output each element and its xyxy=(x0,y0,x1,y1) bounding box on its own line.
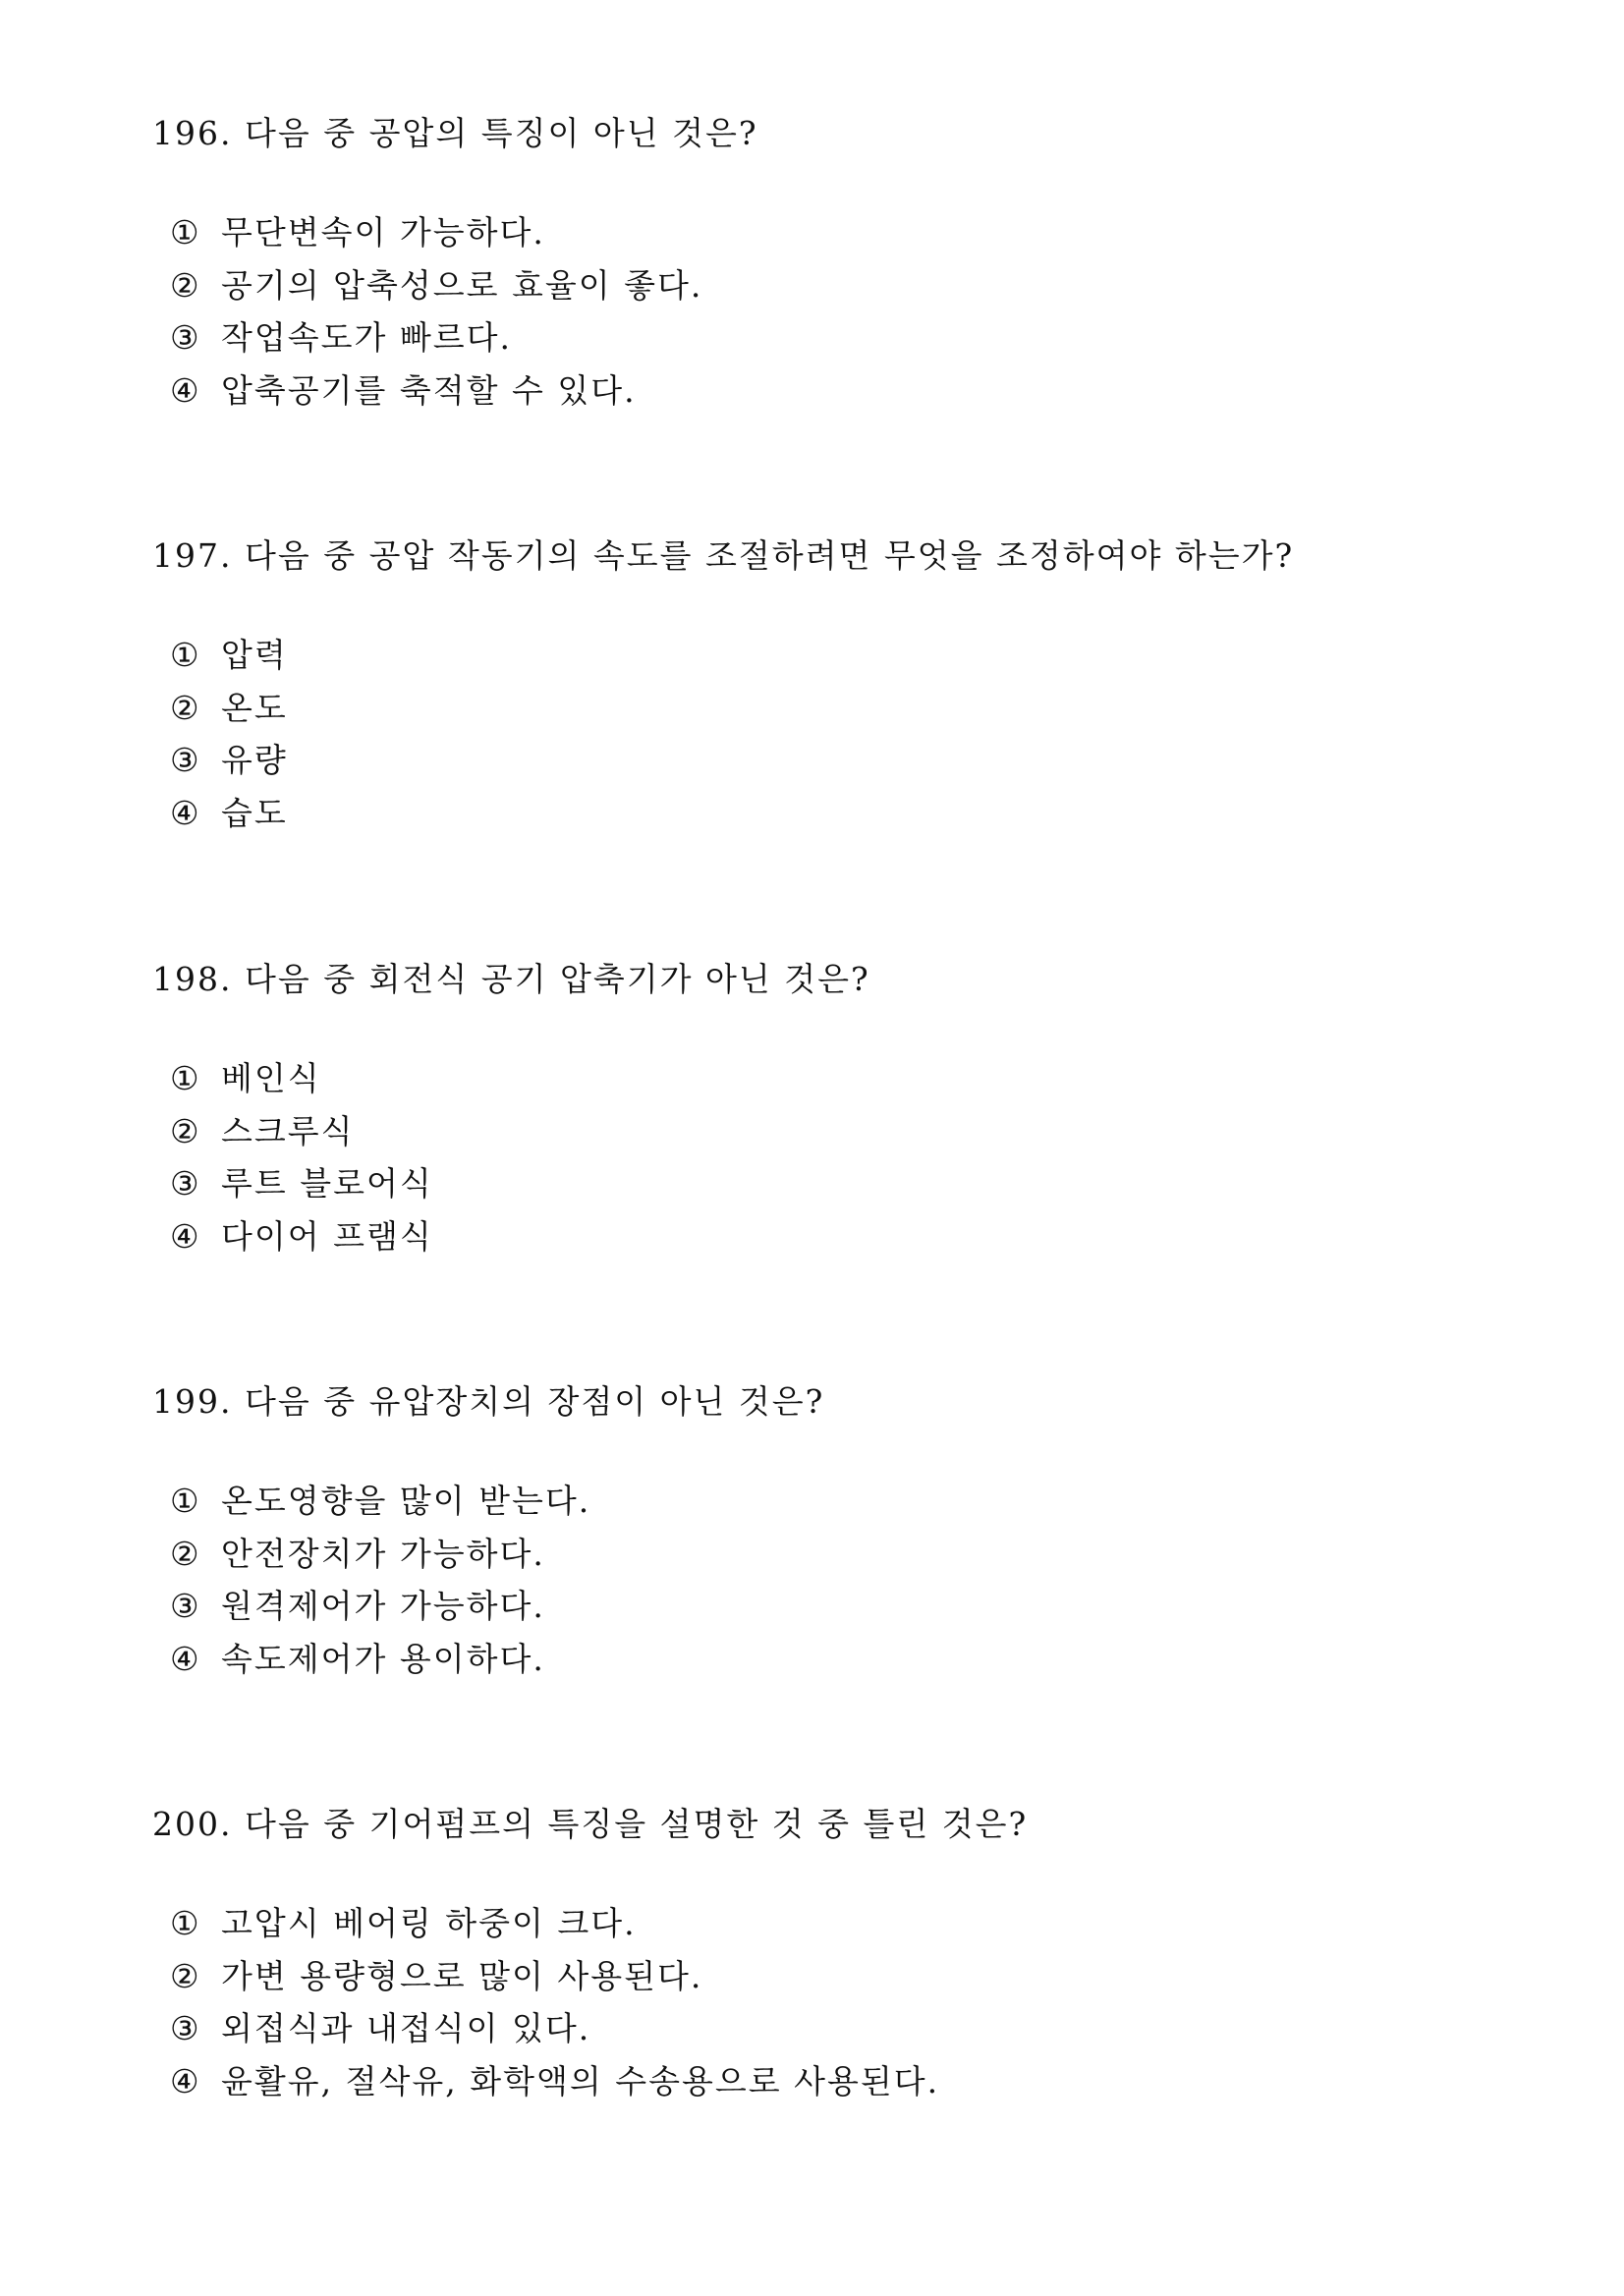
question-199 xyxy=(152,1382,1528,1685)
option-1 xyxy=(170,206,1528,259)
question-200 xyxy=(152,1805,1528,2107)
option-marker: ② xyxy=(170,1534,201,1573)
question-title: 196. 다음 중 공압의 특징이 아닌 것은? xyxy=(152,114,758,152)
option-text: 외접식과 내접식이 있다. xyxy=(221,2009,591,2047)
option-marker: ① xyxy=(170,213,201,252)
option-marker: ① xyxy=(170,1904,201,1942)
option-text: 압축공기를 축적할 수 있다. xyxy=(221,370,637,410)
option-marker: ③ xyxy=(170,2009,201,2047)
option-text: 온도영향을 많이 받는다. xyxy=(221,1482,591,1520)
question-title: 199. 다음 중 유압장치의 장점이 아닌 것은? xyxy=(152,1382,825,1421)
option-list xyxy=(170,1897,1528,2107)
option-2 xyxy=(170,1950,1528,2003)
question-title: 200. 다음 중 기어펌프의 특징을 설명한 것 중 틀린 것은? xyxy=(152,1805,1029,1843)
option-list xyxy=(170,206,1528,417)
option-marker: ③ xyxy=(170,1164,201,1203)
option-4 xyxy=(170,787,1528,840)
option-4 xyxy=(170,2055,1528,2108)
option-list xyxy=(170,1475,1528,1685)
option-4 xyxy=(170,1210,1528,1263)
option-marker: ④ xyxy=(170,370,201,410)
question-title: 198. 다음 중 회전식 공기 압축기가 아닌 것은? xyxy=(152,960,870,998)
option-4 xyxy=(170,1633,1528,1686)
option-marker: ② xyxy=(170,1956,201,1995)
option-text: 베인식 xyxy=(221,1059,321,1097)
option-text: 가변 용량형으로 많이 사용된다. xyxy=(221,1956,703,1995)
option-text: 압력 xyxy=(221,636,288,674)
option-1 xyxy=(170,1052,1528,1105)
option-3 xyxy=(170,1580,1528,1633)
option-marker: ③ xyxy=(170,1587,201,1625)
option-marker: ② xyxy=(170,688,201,727)
option-marker: ④ xyxy=(170,1639,201,1678)
option-text: 스크루식 xyxy=(221,1111,355,1150)
option-text: 루트 블로어식 xyxy=(221,1164,433,1203)
question-198 xyxy=(152,960,1528,1262)
option-marker: ① xyxy=(170,1482,201,1520)
question-197 xyxy=(152,536,1528,839)
option-3 xyxy=(170,311,1528,364)
option-text: 윤활유, 절삭유, 화학액의 수송용으로 사용된다. xyxy=(221,2061,940,2100)
option-1 xyxy=(170,629,1528,682)
option-text: 안전장치가 가능하다. xyxy=(221,1534,545,1573)
option-text: 공기의 압축성으로 효율이 좋다. xyxy=(221,265,703,305)
option-marker: ④ xyxy=(170,2061,201,2100)
option-3 xyxy=(170,1157,1528,1210)
question-title: 197. 다음 중 공압 작동기의 속도를 조절하려면 무엇을 조정하여야 하는가? xyxy=(152,536,1295,575)
option-text: 다이어 프램식 xyxy=(221,1216,433,1256)
option-text: 무단변속이 가능하다. xyxy=(221,213,545,252)
question-196 xyxy=(152,114,1528,417)
option-marker: ④ xyxy=(170,1216,201,1256)
option-2 xyxy=(170,259,1528,312)
option-4 xyxy=(170,364,1528,418)
option-text: 유량 xyxy=(221,741,288,779)
option-marker: ② xyxy=(170,265,201,305)
option-3 xyxy=(170,2002,1528,2055)
option-marker: ② xyxy=(170,1111,201,1150)
option-marker: ③ xyxy=(170,318,201,357)
option-marker: ④ xyxy=(170,793,201,832)
option-1 xyxy=(170,1897,1528,1950)
option-text: 고압시 베어링 하중이 크다. xyxy=(221,1904,637,1942)
option-text: 작업속도가 빠르다. xyxy=(221,318,513,357)
option-list xyxy=(170,629,1528,839)
option-text: 온도 xyxy=(221,688,288,727)
option-text: 원격제어가 가능하다. xyxy=(221,1587,545,1625)
option-1 xyxy=(170,1475,1528,1528)
option-marker: ① xyxy=(170,1059,201,1097)
option-text: 속도제어가 용이하다. xyxy=(221,1639,545,1678)
option-marker: ③ xyxy=(170,741,201,779)
option-list xyxy=(170,1052,1528,1262)
option-3 xyxy=(170,734,1528,787)
option-2 xyxy=(170,682,1528,735)
option-marker: ① xyxy=(170,636,201,674)
option-2 xyxy=(170,1105,1528,1158)
option-2 xyxy=(170,1528,1528,1581)
option-text: 습도 xyxy=(221,793,288,832)
